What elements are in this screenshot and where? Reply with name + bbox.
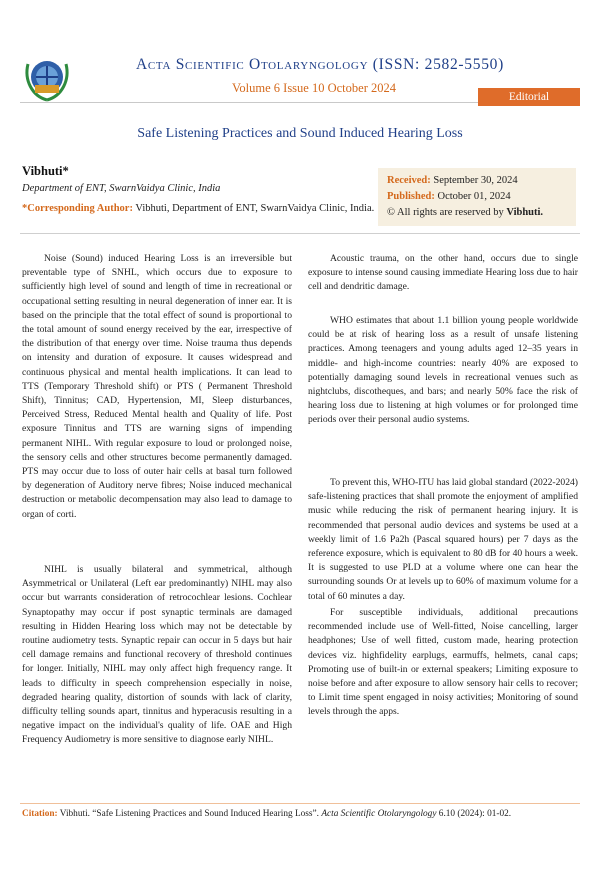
journal-title: Acta Scientific Otolaryngology (ISSN: 2582-5550) [136, 56, 504, 73]
received-row [387, 175, 518, 186]
author-affiliation: Department of ENT, SwarnVaidya Clinic, India [22, 183, 221, 194]
citation-ref: 6.10 (2024): 01-02. [438, 809, 512, 819]
article-title: Safe Listening Practices and Sound Induced Hearing Loss [137, 126, 463, 141]
body-paragraph: Noise (Sound) induced Hearing Loss is an irreversible but preventable type of SNHL, which occurs due to exposure to sufficiently high level of sound and length of time in recreational or occupational setting resulting in neural degeneration of inner ear. It is based on the principle that the total effect of sound is proportional to the total amount of sound energy received by the ear, irrespective of the distribution of that energy over time. Noise trauma thus depends on intensity and duration of exposure. It causes widespread and continuous physical and mental health implications. It can lead to TTS (Temporary Threshold shift) or PTS ( Permanent Threshold Shift), Tinnitus; CAD, Hypertension, MI, Sleep disturbances, Perceived Stress, Reduced Mental health and Quality of life. Post exposure Tinnitus and TTS are warning signs of impending permanent NIHL. With regular exposure to loud or prolonged noise, the sensory cells and other structures become permanently damaged. PTS may occur due to loss of outer hair cells at basal turn followed by degeneration of Auditory nerve fibres; Noise induced mechanical destruction or metabolic decompensation may also lead to damage to organ of corti. [22, 253, 292, 520]
body-paragraph: WHO estimates that about 1.1 billion young people worldwide could be at risk of hearing loss as a result of unsafe listening practices. Among teenagers and young adults aged 12–35 years in middle- and high-income countries: nearly 40% are exposed to potentially damaging sound levels in recreational venues such as nightclubs, discotheques, and bars; and nearly 50% face the risk of hearing loss due to listening at high volumes or for prolonged time periods over their personal audio systems. [308, 315, 578, 426]
citation-journal: Acta Scientific Otolaryngology [321, 809, 437, 819]
citation-text: Vibhuti. “Safe Listening Practices and Sound Induced Hearing Loss”. [59, 809, 319, 819]
laurel-globe-logo-icon [20, 52, 74, 106]
body-paragraph: NIHL is usually bilateral and symmetrical, although Asymmetrical or Unilateral (Left ear predominantly) NIHL may also occur but warrants consideration of retrocochlear lesions. Cochlear Synaptopathy may occur if post synaptic terminals are damaged resulting in Hidden Hearing loss which may not be detectable by routine audiometry tests. Synaptic repair can occur in 5 days but hair cell damage remains and functional recovery of threshold continues for longer. Initially, NIHL may only affect high frequency range. It leads to difficulty in speech comprehension especially in noise, degraded hearing quality, distortion of sounds with lack of clarity, difficulty telling sounds apart, tinnitus and hyperacusis resulting in a negative impact on the individual's quality of life. OAE and High Frequency Audiometry is more sensitive to diagnose early NIHL. [22, 564, 292, 746]
body-paragraph: Acoustic trauma, on the other hand, occurs due to single exposure to intense sound causing immediate Hearing loss due to hair cell and dendritic damage. [308, 253, 578, 293]
citation-label: Citation: [22, 809, 58, 819]
article-type-badge: Editorial [478, 88, 580, 106]
article-info-box [378, 168, 576, 226]
footer-divider [20, 803, 580, 804]
author-name: Vibhuti* [22, 164, 69, 178]
corresponding-label: *Corresponding Author: [22, 203, 133, 214]
received-date: September 30, 2024 [433, 175, 518, 186]
section-divider [20, 233, 580, 234]
published-label: Published: [387, 191, 435, 202]
issue-line: Volume 6 Issue 10 October 2024 [232, 81, 396, 95]
published-row [387, 191, 511, 202]
body-paragraph: To prevent this, WHO-ITU has laid global standard (2022-2024) safe-listening practices that shall promote the enjoyment of amplified music while reducing the risk of permanent hearing injury. It is recommended that personal audio devices and systems be used at a weekly limit of 1.6 Pa2h (Pascal squared hours) per 7 days as the reference exposure, which is equivalent to 80 dB for 40 hours a week. It is suggested to use PLD at a volume where one can hear the surrounding sounds Or at levels up to 60% of maximum volume for a total of 60 minutes a day. [308, 477, 578, 602]
rights-name: Vibhuti. [506, 207, 544, 218]
corresponding-author [22, 203, 374, 214]
body-paragraph: For susceptible individuals, additional precautions recommended include use of Well-fitted, Noise cancelling, larger headphones; Use of well fitted, custom made, hearing protection devices viz. highfidelity earplugs, earmuffs, helmets, canal caps; Promoting use of built-in or external speakers; Limiting exposure to noise before and after exposure to allow sensory hair cells to recover; to Limit time spent engaged in noisy activities; Monitoring of sound levels through the apps. [308, 607, 578, 718]
published-date: October 01, 2024 [437, 191, 511, 202]
rights-text: © All rights are reserved by [387, 207, 504, 218]
rights-row [387, 207, 543, 218]
corresponding-text: Vibhuti, Department of ENT, SwarnVaidya Clinic, India. [135, 203, 375, 214]
received-label: Received: [387, 175, 431, 186]
citation [22, 809, 511, 819]
journal-logo [20, 52, 74, 106]
header-divider [20, 102, 478, 103]
